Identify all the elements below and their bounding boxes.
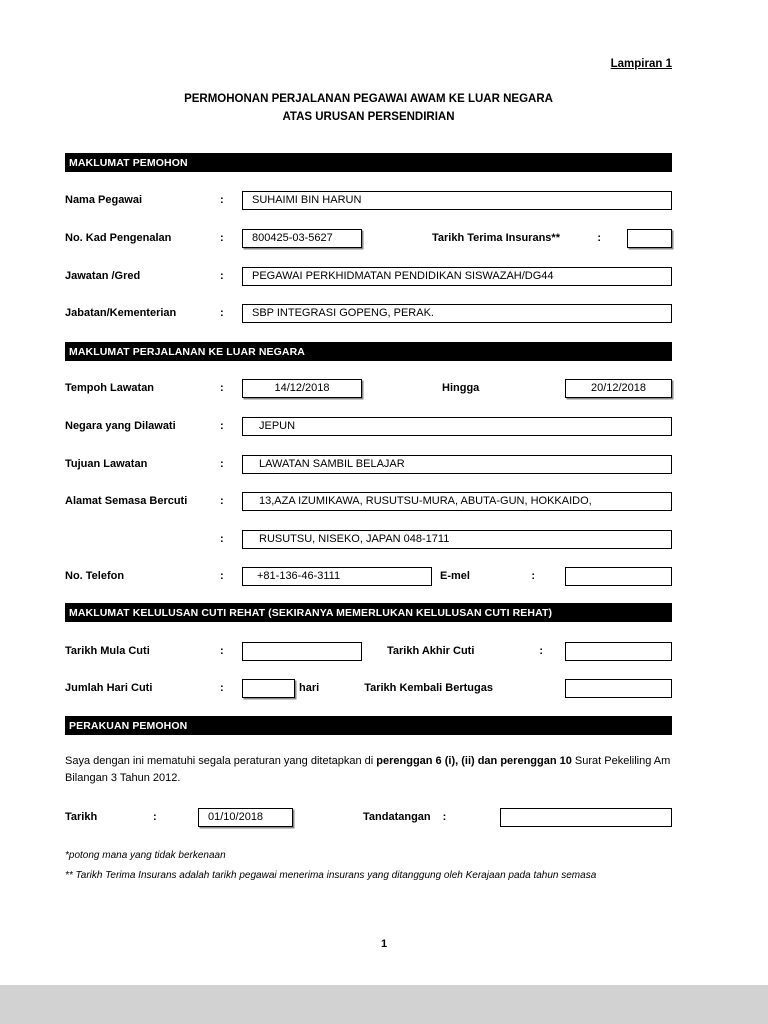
jawatan-gred-value: PEGAWAI PERKHIDMATAN PENDIDIKAN SISWAZAH/DG44: [252, 270, 554, 282]
field-row-jabatan-kementerian: [65, 303, 672, 323]
colon: :: [539, 645, 543, 657]
jabatan-kementerian-field[interactable]: [242, 304, 672, 323]
negara-dilawati-value: JEPUN: [259, 420, 296, 432]
tarikh-kembali-bertugas-label: Tarikh Kembali Bertugas: [364, 682, 493, 694]
colon: :: [220, 382, 224, 394]
footnote-1: *potong mana yang tidak berkenaan: [65, 850, 226, 861]
colon: :: [220, 420, 224, 432]
colon: :: [220, 570, 224, 582]
form-title: [65, 90, 672, 126]
tempoh-lawatan-label: Tempoh Lawatan: [65, 382, 155, 394]
lampiran-label: Lampiran 1: [610, 58, 672, 70]
telefon-field[interactable]: [242, 567, 432, 586]
tarikh-value: 01/10/2018: [208, 811, 264, 823]
colon: :: [220, 682, 224, 694]
field-row-nama-pegawai: [65, 190, 672, 210]
nama-pegawai-field[interactable]: [242, 191, 672, 210]
tandatangan-field[interactable]: [500, 808, 672, 827]
field-row-telefon-emel: [65, 566, 672, 586]
jabatan-kementerian-value: SBP INTEGRASI GOPENG, PERAK.: [252, 307, 434, 319]
alamat-bercuti-field-2[interactable]: [242, 530, 672, 549]
telefon-value: +81-136-46-3111: [257, 570, 341, 582]
tempoh-hingga-value: 20/12/2018: [590, 382, 647, 394]
lampiran-row: [65, 54, 672, 70]
tarikh-akhir-cuti-label: Tarikh Akhir Cuti: [387, 645, 475, 657]
colon: :: [220, 495, 224, 507]
page-number: 1: [380, 938, 388, 950]
kad-pengenalan-label: No. Kad Pengenalan: [65, 232, 172, 244]
colon: :: [220, 533, 224, 545]
tarikh-terima-insurans-label: Tarikh Terima Insurans**: [432, 232, 560, 244]
colon: :: [220, 645, 224, 657]
field-row-kad-pengenalan: [65, 228, 672, 248]
statement-part1: Saya dengan ini mematuhi segala peraturan yang ditetapkan di: [65, 755, 377, 767]
field-row-jawatan-gred: [65, 266, 672, 286]
form-title-line1: PERMOHONAN PERJALANAN PEGAWAI AWAM KE LUAR NEGARA: [184, 93, 553, 105]
field-row-tarikh-mula-cuti: [65, 641, 672, 661]
tarikh-akhir-cuti-field[interactable]: [565, 642, 672, 661]
field-row-tarikh-tandatangan: [65, 807, 672, 827]
emel-label: E-mel: [440, 570, 470, 582]
field-row-alamat-bercuti-2: [65, 529, 672, 549]
footnote-2: ** Tarikh Terima Insurans adalah tarikh pegawai menerima insurans yang ditanggung oleh Kerajaan pada tahun semasa: [65, 870, 597, 881]
form-title-line2: ATAS URUSAN PERSENDIRIAN: [282, 111, 455, 123]
tarikh-mula-cuti-label: Tarikh Mula Cuti: [65, 645, 150, 657]
jawatan-gred-label: Jawatan /Gred: [65, 270, 141, 282]
tujuan-lawatan-label: Tujuan Lawatan: [65, 458, 148, 470]
negara-dilawati-field[interactable]: [242, 417, 672, 436]
telefon-label: No. Telefon: [65, 570, 125, 582]
alamat-bercuti-field-1[interactable]: [242, 492, 672, 511]
colon: :: [220, 307, 224, 319]
jumlah-hari-cuti-field[interactable]: [242, 679, 295, 698]
nama-pegawai-label: Nama Pegawai: [65, 194, 143, 206]
section-header-kelulusan-cuti: MAKLUMAT KELULUSAN CUTI REHAT (SEKIRANYA MEMERLUKAN KELULUSAN CUTI REHAT): [65, 603, 672, 622]
colon: :: [531, 570, 535, 582]
tujuan-lawatan-value: LAWATAN SAMBIL BELAJAR: [259, 458, 405, 470]
tandatangan-label: Tandatangan: [363, 811, 431, 823]
statement-part2: Surat Pekeliling Am Bilangan 3 Tahun 2012.: [65, 755, 671, 784]
colon: :: [220, 458, 224, 470]
colon: :: [220, 232, 224, 244]
hingga-label: Hingga: [442, 382, 480, 394]
field-row-jumlah-hari-cuti: [65, 678, 672, 698]
field-row-alamat-bercuti-1: [65, 491, 672, 511]
field-row-tempoh-lawatan: [65, 378, 672, 398]
tempoh-hingga-field[interactable]: [565, 379, 672, 398]
kad-pengenalan-value: 800425-03-5627: [252, 232, 333, 244]
colon: :: [220, 270, 224, 282]
tarikh-terima-insurans-field[interactable]: [627, 229, 672, 248]
section-header-maklumat-perjalanan: MAKLUMAT PERJALANAN KE LUAR NEGARA: [65, 342, 672, 361]
colon: :: [442, 811, 447, 823]
tempoh-dari-field[interactable]: [242, 379, 362, 398]
perakuan-statement: [65, 753, 672, 787]
tarikh-kembali-bertugas-field[interactable]: [565, 679, 672, 698]
section-header-perakuan-pemohon: PERAKUAN PEMOHON: [65, 716, 672, 735]
field-row-negara-dilawati: [65, 416, 672, 436]
alamat-bercuti-value-2: RUSUTSU, NISEKO, JAPAN 048-1711: [259, 533, 450, 545]
emel-field[interactable]: [565, 567, 672, 586]
footer-gray-strip: [0, 985, 768, 1024]
colon: :: [220, 194, 224, 206]
colon: :: [597, 232, 601, 244]
tujuan-lawatan-field[interactable]: [242, 455, 672, 474]
kad-pengenalan-field[interactable]: [242, 229, 362, 248]
section-header-maklumat-pemohon: MAKLUMAT PEMOHON: [65, 153, 672, 172]
jabatan-kementerian-label: Jabatan/Kementerian: [65, 307, 177, 319]
tempoh-dari-value: 14/12/2018: [274, 382, 330, 394]
negara-dilawati-label: Negara yang Dilawati: [65, 420, 176, 432]
alamat-bercuti-value-1: 13,AZA IZUMIKAWA, RUSUTSU-MURA, ABUTA-GUN, HOKKAIDO,: [259, 495, 592, 507]
nama-pegawai-value: SUHAIMI BIN HARUN: [252, 194, 362, 206]
alamat-bercuti-label: Alamat Semasa Bercuti: [65, 495, 188, 507]
jumlah-hari-cuti-label: Jumlah Hari Cuti: [65, 682, 153, 694]
statement-bold: perenggan 6 (i), (ii) dan perenggan 10: [376, 755, 572, 767]
hari-label: hari: [299, 682, 320, 694]
tarikh-field[interactable]: [198, 808, 293, 827]
jawatan-gred-field[interactable]: [242, 267, 672, 286]
tarikh-mula-cuti-field[interactable]: [242, 642, 362, 661]
document-content: [65, 0, 672, 883]
field-row-tujuan-lawatan: [65, 454, 672, 474]
colon: :: [153, 811, 157, 823]
tarikh-label: Tarikh: [65, 811, 98, 823]
